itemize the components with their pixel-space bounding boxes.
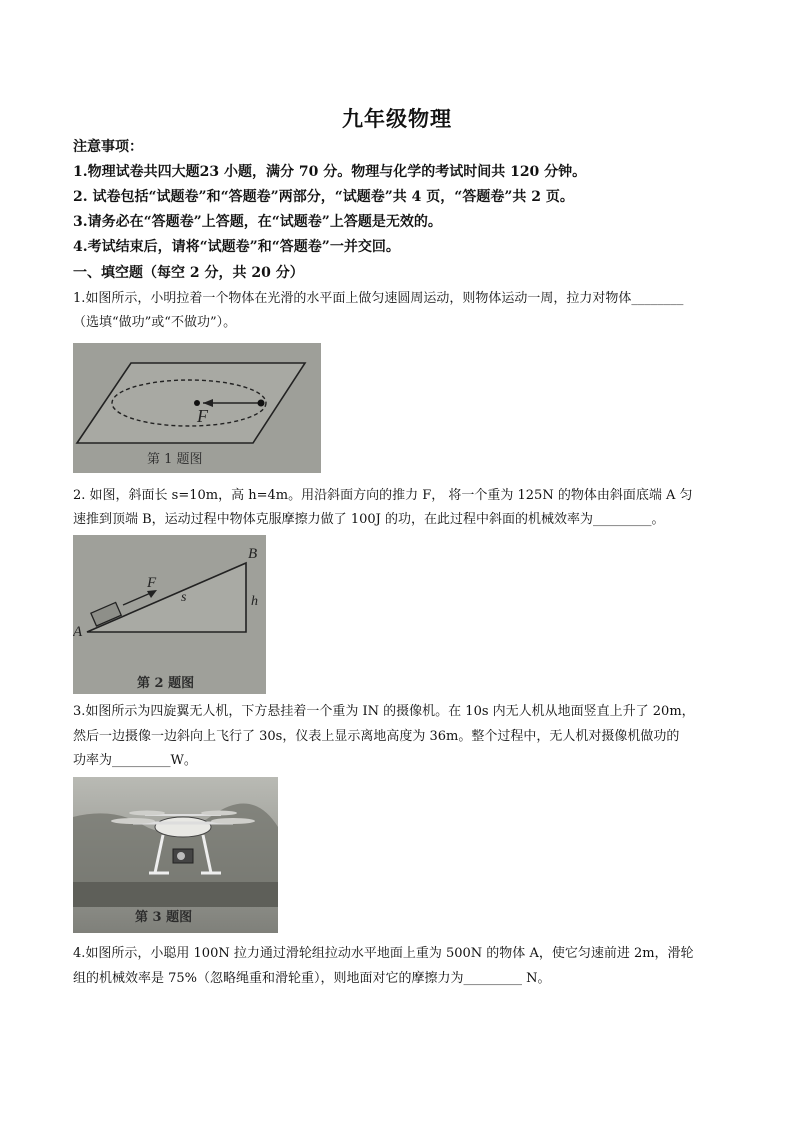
figure-1-caption: 第 1 题图 [147,452,203,467]
question-1-line-1: 1.如图所示，小明拉着一个物体在光滑的水平面上做匀速圆周运动，则物体运动一周，拉力对物体________ [73,291,684,306]
figure-1 [73,343,321,473]
page-title: 九年级物理 [342,106,452,131]
question-3-line-3: 功率为_________W。 [73,753,197,768]
notice-item-2: 2. 试卷包括“试题卷”和“答题卷”两部分，“试题卷”共 4 页，“答题卷”共 2 页。 [73,189,574,205]
label-h: h [251,594,258,609]
notice-item-3: 3.请务必在“答题卷”上答题，在“试题卷”上答题是无效的。 [73,214,442,230]
notice-item-4: 4.考试结束后，请将“试题卷”和“答题卷”一并交回。 [73,239,400,255]
question-2-line-1: 2. 如图，斜面长 s=10m，高 h=4m。用沿斜面方向的推力 F， 将一个重为 125N 的物体由斜面底端 A 匀 [73,488,693,503]
object-point [258,400,265,407]
notice-item-1: 1.物理试卷共四大题23 小题，满分 70 分。物理与化学的考试时间共 120 分钟。 [73,164,587,180]
label-f: F [147,575,157,591]
notice-heading: 注意事项： [73,139,143,155]
question-3-line-2: 然后一边摄像一边斜向上飞行了 30s，仪表上显示离地高度为 36m。整个过程中，无人机对摄像机做功的 [73,729,680,744]
question-4-line-1: 4.如图所示，小聪用 100N 拉力通过滑轮组拉动水平地面上重为 500N 的物体 A，使它匀速前进 2m，滑轮 [73,946,694,961]
question-1-line-2: （选填“做功”或“不做功”）。 [73,315,237,330]
question-3-line-1: 3.如图所示为四旋翼无人机，下方悬挂着一个重为 IN 的摄像机。在 10s 内无人机从地面竖直上升了 20m， [73,704,695,719]
figure-3-caption: 第 3 题图 [135,910,193,925]
force-label: F [197,406,208,426]
figure-2 [73,535,266,694]
label-b: B [248,546,258,562]
label-a: A [73,624,83,640]
figure-3 [73,777,278,933]
section-heading: 一、填空题（每空 2 分，共 20 分） [73,265,304,281]
ground [73,882,278,907]
question-4-line-2: 组的机械效率是 75%（忽略绳重和滑轮重），则地面对它的摩擦力为_________ N。 [73,971,551,986]
label-s: s [181,590,187,605]
question-2-line-2: 速推到顶端 B，运动过程中物体克服摩擦力做了 100J 的功，在此过程中斜面的机械效率为_________。 [73,512,665,527]
figure-2-caption: 第 2 题图 [137,676,195,691]
